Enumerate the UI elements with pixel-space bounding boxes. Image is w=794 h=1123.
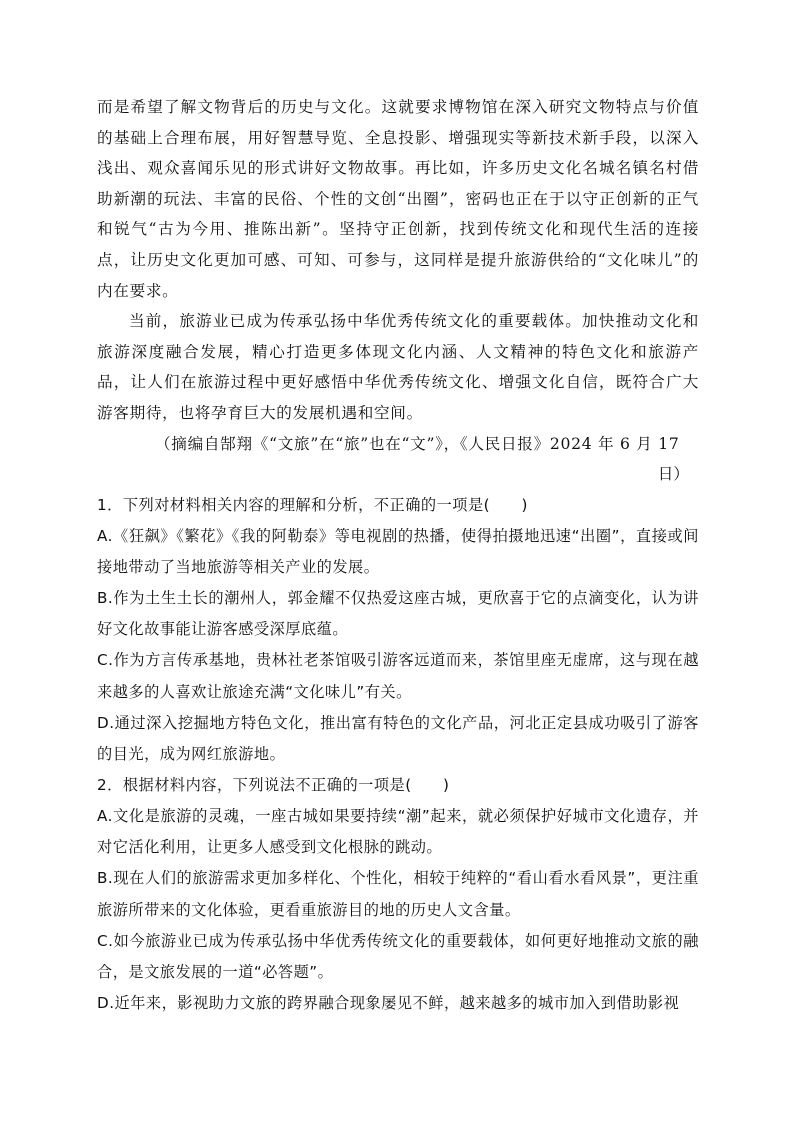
source-citation-end: 日） (657, 465, 689, 484)
option-c: C.如今旅游业已成为传承弘扬中华优秀传统文化的重要载体，如何更好地推动文旅的融合，是文旅发展的一道“必答题”。 (97, 931, 699, 981)
question-stem: 1．下列对材料相关内容的理解和分析，不正确的一项是( ) (97, 495, 528, 514)
option-d: D.近年来，影视助力文旅的跨界融合现象屡见不鲜，越来越多的城市加入到借助影视 (97, 994, 680, 1013)
option-b: B.现在人们的旅游需求更加多样化、个性化，相较于纯粹的“看山看水看风景”，更注重旅游所带来的文化体验，更看重旅游目的地的历史人文含量。 (97, 869, 699, 919)
question-1 (97, 490, 699, 770)
source-citation: （摘编自郜翔《“文旅”在“旅”也在“文”》，《人民日报》2024 年 6 月 17 (155, 434, 680, 453)
option-a: A.文化是旅游的灵魂，一座古城如果要持续“潮”起来，就必须保护好城市文化遗存，并对它活化利用，让更多人感受到文化根脉的跳动。 (97, 806, 699, 857)
option-d: D.通过深入挖掘地方特色文化，推出富有特色的文化产品，河北正定县成功吸引了游客的目光，成为网红旅游地。 (97, 713, 699, 763)
article-paragraph-1: 而是希望了解文物背后的历史与文化。这就要求博物馆在深入研究文物特点与价值的基础上合理布展，用好智慧导览、全息投影、增强现实等新技术新手段，以深入浅出、观众喜闻乐见的形式讲好文物故事。再比如，许多历史文化名城名镇名村借助新潮的玩法、丰富的民俗、个性的文创“出圈”，密码也正在于以守正创新的正气和锐气“古为今用、推陈出新”。坚持守正创新，找到传统文化和现代生活的连接点，让历史文化更加可感、可知、可参与，这同样是提升旅游供给的“文化味儿”的内在要求。 (97, 98, 699, 300)
article-paragraph-2: 当前，旅游业已成为传承弘扬中华优秀传统文化的重要载体。加快推动文化和旅游深度融合发展，精心打造更多体现文化内涵、人文精神的特色文化和旅游产品，让人们在旅游过程中更好感悟中华优秀传统文化、增强文化自信，既符合广大游客期待，也将孕育巨大的发展机遇和空间。 (97, 312, 699, 422)
option-c: C.作为方言传承基地，贵林社老茶馆吸引游客远道而来，茶馆里座无虚席，这与现在越来越多的人喜欢让旅途充满“文化味儿”有关。 (97, 651, 699, 701)
option-b: B.作为土生土长的潮州人，郭金耀不仅热爱这座古城，更欣喜于它的点滴变化，认为讲好文化故事能让游客感受深厚底蕴。 (97, 588, 699, 639)
question-stem: 2．根据材料内容，下列说法不正确的一项是( ) (97, 776, 450, 795)
question-2 (97, 770, 699, 1019)
option-a: A.《狂飙》《繁花》《我的阿勒泰》等电视剧的热播，使得拍摄地迅速“出圈”，直接或间接地带动了当地旅游等相关产业的发展。 (97, 526, 699, 576)
